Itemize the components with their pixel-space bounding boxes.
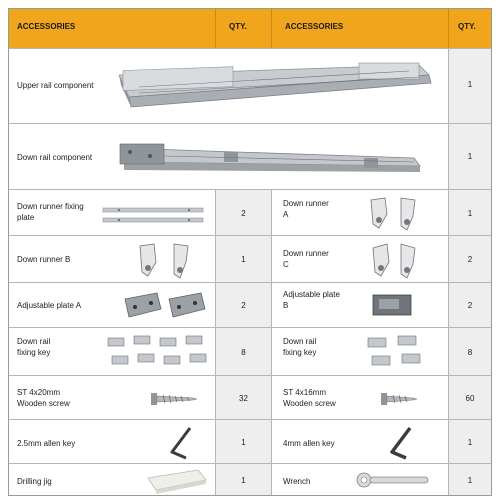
accessories-table: [8, 8, 492, 496]
upper-rail-label: Upper rail component: [17, 81, 94, 90]
adj-plate-b-image: [369, 291, 419, 321]
screw-16-label: ST 4x16mm Wooden screw: [283, 388, 336, 408]
header-accessories-right: ACCESSORIES: [285, 22, 344, 31]
allen-4-image: [384, 424, 418, 462]
header-accessories-left: ACCESSORIES: [17, 22, 76, 31]
table-row: [9, 328, 491, 376]
drilling-jig-image: [144, 468, 210, 494]
down-rail-label: Down rail component: [17, 153, 93, 162]
adj-plate-b-qty: 2: [467, 301, 473, 310]
wrench-qty: 1: [467, 476, 473, 485]
down-rail-image: [114, 138, 434, 178]
header-qty-right: QTY.: [458, 22, 476, 31]
drilling-jig-label: Drilling jig: [17, 477, 52, 486]
runner-a-label: Down runner A: [283, 199, 329, 219]
table-header: [9, 9, 491, 49]
allen-25-qty: 1: [241, 438, 246, 447]
runner-plate-qty: 2: [241, 209, 246, 218]
runner-b-image: [134, 240, 204, 282]
runner-b-qty: 1: [241, 255, 246, 264]
wrench-image: [354, 470, 434, 490]
allen-25-image: [164, 424, 198, 462]
allen-4-label: 4mm allen key: [283, 439, 335, 448]
table-row: [9, 464, 491, 495]
allen-4-qty: 1: [467, 438, 473, 447]
fixing-key-left-qty: 8: [241, 348, 246, 357]
table-row: [9, 124, 491, 190]
down-rail-qty: 1: [467, 152, 473, 161]
fixing-key-right-image: [364, 334, 434, 372]
runner-c-label: Down runner C: [283, 249, 329, 269]
runner-a-qty: 1: [467, 209, 473, 218]
upper-rail-image: [109, 57, 439, 117]
table-row: [9, 376, 491, 420]
table-row: [9, 420, 491, 464]
screw-20-qty: 32: [239, 394, 248, 403]
fixing-key-left-image: [104, 334, 212, 372]
upper-rail-qty: 1: [467, 80, 473, 89]
screw-20-image: [149, 390, 199, 408]
screw-16-image: [379, 390, 421, 408]
drilling-jig-qty: 1: [241, 476, 246, 485]
runner-plate-image: [99, 206, 209, 226]
fixing-key-right-qty: 8: [467, 348, 473, 357]
table-row: [9, 283, 491, 328]
adj-plate-a-qty: 2: [241, 301, 246, 310]
runner-c-image: [369, 240, 429, 282]
screw-20-label: ST 4x20mm Wooden screw: [17, 388, 70, 408]
adj-plate-a-label: Adjustable plate A: [17, 301, 82, 310]
runner-b-label: Down runner B: [17, 255, 71, 264]
allen-25-label: 2.5mm allen key: [17, 439, 76, 448]
screw-16-qty: 60: [465, 394, 475, 403]
table-row: [9, 236, 491, 283]
table-row: [9, 190, 491, 236]
adj-plate-a-image: [121, 289, 211, 323]
header-qty-left: QTY.: [229, 22, 247, 31]
runner-c-qty: 2: [467, 255, 473, 264]
fixing-key-left-label: Down rail fixing key: [17, 337, 51, 357]
table-row: [9, 49, 491, 124]
wrench-label: Wrench: [283, 477, 311, 486]
runner-plate-label: Down runner fixing plate: [17, 202, 84, 222]
fixing-key-right-label: Down rail fixing key: [283, 337, 317, 357]
adj-plate-b-label: Adjustable plate B: [283, 290, 340, 310]
runner-a-image: [367, 194, 427, 234]
